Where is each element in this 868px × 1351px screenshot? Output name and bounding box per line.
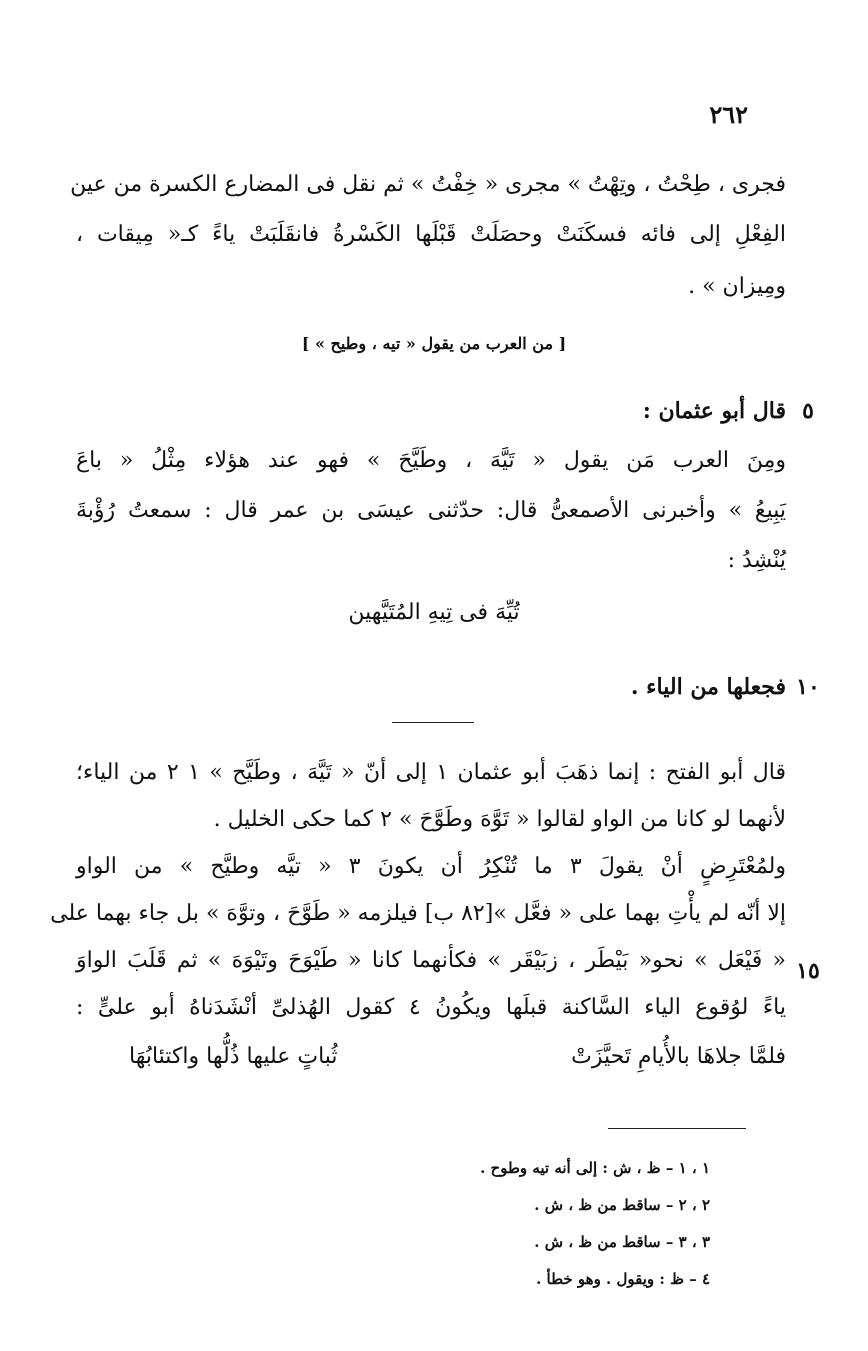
poem-first-hemistich: فلمَّا جلاهَا بالأُيامِ تَحيَّزَتْ	[571, 1044, 786, 1069]
line-number-5: ٥	[802, 398, 814, 424]
footnote-2: ٢ ، ٢ – ساقط من ظ ، ش .	[534, 1196, 710, 1214]
body-line-1: ومِنَ العرب مَن يقول « تَيَّهَ ، وطَيَّحَ » فهو عند هؤلاء مِثْلُ « باعَ	[76, 448, 786, 473]
poem-second-hemistich: ثُباتٍ عليها ذُلُّها واكتئابُهَا	[129, 1044, 338, 1069]
line-number-10: ١٠	[796, 674, 820, 700]
commentary-line-4: إلا أنّه لم يأْتِ بهما على « فعَّل »[٨٢ ب] فيلزمه « طَوَّحَ ، وتوَّهَ » بل جاء بهما على	[50, 901, 786, 926]
footnote-divider	[608, 1128, 746, 1129]
commentary-line-5: « فَيْعَل » نحو« بَيْطَر ، زبَيْقَر » فكأنهما كانا « طَيْوَحَ وتَيْوَهَ » ثم قَلَبَ الواوَ	[76, 948, 786, 973]
footnote-4: ٤ – ظ : ويقول . وهو خطأ .	[536, 1270, 710, 1288]
intro-line-2: الفِعْلِ إلى فائه فسكَنَتْ وحصَلَتْ قَبْلَها الكَسْرةُ فانقَلَبَتْ ياءً كـ« مِيقات ،	[76, 222, 786, 247]
body-line-3: يُنْشِدُ :	[727, 548, 786, 573]
body-line-2: يَبِيعُ » وأخبرنى الأصمعىُّ قال: حدّثنى عيسَى بن عمر قال : سمعتُ رُؤْبةَ	[76, 498, 786, 523]
poem-line	[116, 1042, 786, 1072]
footnote-1: ١ ، ١ – ظ ، ش : إلى أنه تيه وطوح .	[480, 1159, 710, 1177]
commentary-line-3: ولمُعْتَرِضٍ أنْ يقولَ ٣ ما تُنْكِرُ أن يكونَ ٣ « تيَّه وطيَّح » من الواو	[76, 854, 787, 879]
commentary-line-2: لأنهما لو كانا من الواو لقالوا « تَوَّهَ وطَوَّحَ » ٢ كما حكى الخليل .	[213, 807, 786, 832]
page-number: ٢٦٢	[709, 100, 748, 129]
speaker-line: قال أبو عثمان :	[642, 398, 786, 424]
verse-line: تُيِّهَ فى تِيهِ المُتَيَّهين	[348, 600, 520, 625]
commentary-line-1: قال أبو الفتح : إنما ذهَبَ أبو عثمان ١ إلى أنّ « تَيَّهَ ، وطَيَّح » ١ ٢ من الياء؛	[76, 760, 786, 785]
commentary-line-6: ياءً لوُقوع الياء السَّاكنة قبلَها ويكُونُ ٤ كقول الهُذلىِّ أنْشَدَناهُ أبو علىٍّ :	[76, 995, 786, 1020]
section-heading: [ من العرب من يقول « تيه ، وطيح » ]	[301, 334, 567, 353]
footnote-3: ٣ ، ٣ – ساقط من ظ ، ش .	[534, 1233, 710, 1251]
closing-line: فجعلها من الياء .	[630, 674, 786, 700]
line-number-15: ١٥	[796, 958, 820, 984]
intro-line-3: ومِيزان » .	[688, 274, 786, 299]
section-divider	[392, 722, 474, 723]
intro-line-1: فجرى ، طِحْتُ ، وتِهْتُ » مجرى « خِفْتُ » ثم نقل فى المضارع الكسرة من عين	[70, 172, 786, 197]
